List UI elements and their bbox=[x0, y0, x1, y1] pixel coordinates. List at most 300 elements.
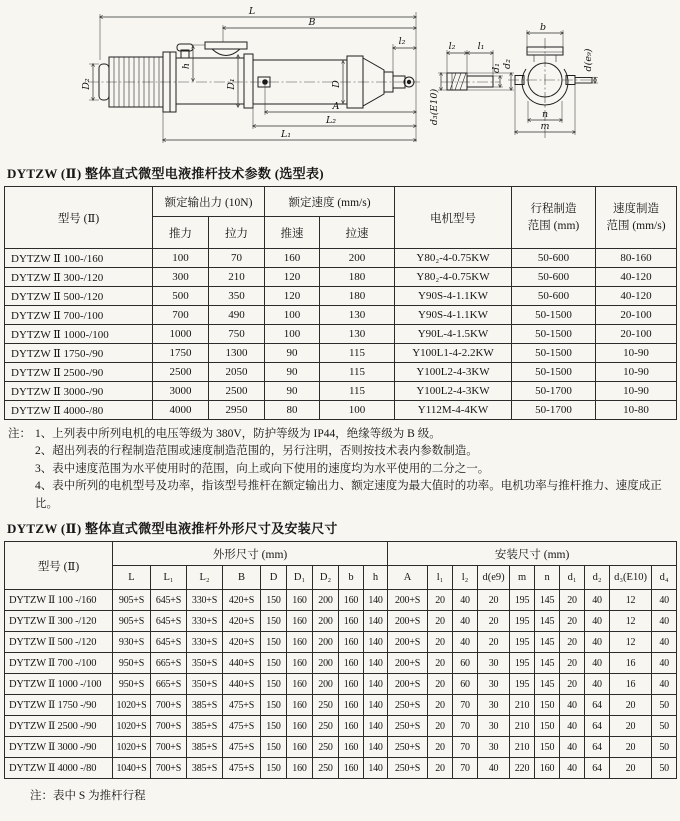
cell: 160 bbox=[339, 716, 364, 737]
cell: DYTZW Ⅱ 3000 -/90 bbox=[5, 737, 113, 758]
dimensions-table-header bbox=[5, 542, 677, 590]
section1-title: DYTZW (Ⅱ) 整体直式微型电液推杆技术参数 (选型表) bbox=[7, 166, 324, 181]
cell: 160 bbox=[339, 758, 364, 779]
col-push-force: 推力 bbox=[153, 217, 209, 249]
cell: 420+S bbox=[223, 590, 261, 611]
cell: 50 bbox=[652, 695, 677, 716]
cell: 1000 bbox=[153, 325, 209, 344]
clamp-end-view bbox=[508, 22, 598, 138]
cell: 10-80 bbox=[596, 401, 677, 420]
cell: 50 bbox=[652, 737, 677, 758]
cell: 140 bbox=[364, 674, 388, 695]
cell: 500 bbox=[153, 287, 209, 306]
cell: 200+S bbox=[388, 611, 428, 632]
cell: 140 bbox=[364, 716, 388, 737]
dim-D1: D₁ bbox=[226, 78, 237, 90]
cell: 140 bbox=[364, 695, 388, 716]
cell: 160 bbox=[287, 611, 313, 632]
dim-b: b bbox=[539, 22, 547, 33]
column-header: m bbox=[510, 566, 535, 590]
cell: 200+S bbox=[388, 674, 428, 695]
table-row bbox=[5, 382, 677, 401]
cell: 150 bbox=[261, 695, 287, 716]
cell: DYTZW Ⅱ 1750-/90 bbox=[5, 344, 153, 363]
cell: 10-90 bbox=[596, 344, 677, 363]
table-row bbox=[5, 325, 677, 344]
column-header: n bbox=[535, 566, 560, 590]
cell: 30 bbox=[478, 716, 510, 737]
column-header: d₃(E10) bbox=[610, 566, 652, 590]
cell: 140 bbox=[364, 611, 388, 632]
table-row bbox=[5, 249, 677, 268]
cell: 160 bbox=[287, 632, 313, 653]
cell: 100 bbox=[265, 306, 320, 325]
cell: 140 bbox=[364, 758, 388, 779]
col-rated-force-group: 额定输出力 (10N) bbox=[153, 187, 265, 217]
cell: 665+S bbox=[151, 653, 187, 674]
cell: 250 bbox=[313, 758, 339, 779]
col-stroke-range bbox=[512, 187, 596, 249]
cell: 40 bbox=[585, 611, 610, 632]
cell: 160 bbox=[339, 737, 364, 758]
cell: 64 bbox=[585, 758, 610, 779]
cell: DYTZW Ⅱ 500 -/120 bbox=[5, 632, 113, 653]
col-speed-range bbox=[596, 187, 677, 249]
col-stroke-range-line2: 范围 (mm) bbox=[527, 219, 580, 232]
cell: 250+S bbox=[388, 716, 428, 737]
table-row bbox=[5, 611, 677, 632]
cell: 120 bbox=[265, 287, 320, 306]
table-row bbox=[5, 401, 677, 420]
cell: 195 bbox=[510, 590, 535, 611]
dimensions-table-body bbox=[5, 590, 677, 779]
technical-drawing bbox=[0, 0, 680, 158]
cell: 70 bbox=[453, 737, 478, 758]
cell: 145 bbox=[535, 653, 560, 674]
cell: 12 bbox=[610, 590, 652, 611]
footnote: 注：表中 S 为推杆行程 bbox=[30, 790, 146, 803]
cell: 2050 bbox=[209, 363, 265, 382]
cell: 20 bbox=[560, 611, 585, 632]
cell: 145 bbox=[535, 632, 560, 653]
cell: 20 bbox=[478, 590, 510, 611]
cell: 70 bbox=[453, 716, 478, 737]
cell: 2500 bbox=[209, 382, 265, 401]
cell: 950+S bbox=[113, 653, 151, 674]
column-header: L bbox=[113, 566, 151, 590]
cell: 20 bbox=[428, 695, 453, 716]
cell: 130 bbox=[320, 306, 395, 325]
table-row bbox=[5, 363, 677, 382]
cell: 10-90 bbox=[596, 363, 677, 382]
cell: 20 bbox=[610, 737, 652, 758]
column-header: l₁ bbox=[428, 566, 453, 590]
dim-pin-l1: l₁ bbox=[477, 41, 485, 52]
col-motor-model: 电机型号 bbox=[395, 187, 512, 249]
note-item: 3、表中速度范围为水平使用时的范围，向上或向下使用的速度均为水平使用的二分之一。 bbox=[35, 462, 490, 475]
cell: 40 bbox=[585, 590, 610, 611]
cell: 20 bbox=[428, 737, 453, 758]
cell: 2950 bbox=[209, 401, 265, 420]
cell: 140 bbox=[364, 632, 388, 653]
col-install-group: 安装尺寸 (mm) bbox=[388, 542, 677, 566]
cell: 700+S bbox=[151, 695, 187, 716]
cell: 150 bbox=[261, 611, 287, 632]
cell: 1020+S bbox=[113, 716, 151, 737]
cell: 150 bbox=[535, 716, 560, 737]
cell: 160 bbox=[287, 716, 313, 737]
cell: 385+S bbox=[187, 716, 223, 737]
cell: 50-1500 bbox=[512, 306, 596, 325]
cell: 50-1700 bbox=[512, 401, 596, 420]
cell: 160 bbox=[287, 737, 313, 758]
cell: 3000 bbox=[153, 382, 209, 401]
cell: 160 bbox=[287, 695, 313, 716]
table-row bbox=[5, 695, 677, 716]
cell: 40 bbox=[560, 716, 585, 737]
cell: 40 bbox=[560, 695, 585, 716]
cell: 905+S bbox=[113, 611, 151, 632]
cell: 475+S bbox=[223, 716, 261, 737]
cell: 70 bbox=[209, 249, 265, 268]
cell: 140 bbox=[364, 737, 388, 758]
cell: 905+S bbox=[113, 590, 151, 611]
cell: 200+S bbox=[388, 590, 428, 611]
cell: 700+S bbox=[151, 716, 187, 737]
cell: 20 bbox=[478, 632, 510, 653]
cell: 100 bbox=[320, 401, 395, 420]
cell: 150 bbox=[535, 695, 560, 716]
cell: 40 bbox=[652, 653, 677, 674]
cell: 150 bbox=[261, 716, 287, 737]
col-model: 型号 (Ⅱ) bbox=[5, 542, 113, 590]
cell: 150 bbox=[261, 653, 287, 674]
cell: 160 bbox=[287, 758, 313, 779]
actuator-side-view bbox=[81, 6, 420, 143]
cell: 160 bbox=[339, 695, 364, 716]
col-push-speed: 推速 bbox=[265, 217, 320, 249]
cell: 30 bbox=[478, 695, 510, 716]
dim-pin-l2: l₂ bbox=[448, 41, 456, 52]
cell: 50 bbox=[652, 758, 677, 779]
cell: 180 bbox=[320, 268, 395, 287]
cell: 160 bbox=[265, 249, 320, 268]
cell: Y90S-4-1.1KW bbox=[395, 287, 512, 306]
notes-prefix: 注： bbox=[8, 428, 31, 440]
cell: 40 bbox=[585, 653, 610, 674]
cell: 950+S bbox=[113, 674, 151, 695]
cell: 20 bbox=[428, 632, 453, 653]
column-header: d₄ bbox=[652, 566, 677, 590]
cell: 40 bbox=[652, 590, 677, 611]
cell: 250 bbox=[313, 695, 339, 716]
column-header: l₂ bbox=[453, 566, 478, 590]
cell: 40 bbox=[585, 632, 610, 653]
dimensions-table bbox=[4, 541, 677, 779]
cell: 700+S bbox=[151, 758, 187, 779]
parameters-table bbox=[4, 186, 677, 420]
cell: 350+S bbox=[187, 653, 223, 674]
cell: 645+S bbox=[151, 632, 187, 653]
cell: 40 bbox=[585, 674, 610, 695]
dim-h: h bbox=[181, 62, 192, 70]
cell: 200 bbox=[313, 611, 339, 632]
cell: 100 bbox=[265, 325, 320, 344]
cell: 60 bbox=[453, 653, 478, 674]
cell: 700 bbox=[153, 306, 209, 325]
column-header: A bbox=[388, 566, 428, 590]
cell: 30 bbox=[478, 653, 510, 674]
cell: 160 bbox=[339, 674, 364, 695]
cell: 160 bbox=[339, 590, 364, 611]
cell: 200+S bbox=[388, 632, 428, 653]
dim-B: B bbox=[308, 17, 316, 28]
cell: 50-600 bbox=[512, 268, 596, 287]
col-speed-range-line2: 范围 (mm/s) bbox=[606, 219, 666, 232]
col-pull-speed: 拉速 bbox=[320, 217, 395, 249]
cell: 20 bbox=[428, 653, 453, 674]
cell: 120 bbox=[265, 268, 320, 287]
cell: 200 bbox=[313, 632, 339, 653]
column-header: B bbox=[223, 566, 261, 590]
section2-title: DYTZW (Ⅱ) 整体直式微型电液推杆外形尺寸及安装尺寸 bbox=[7, 521, 338, 537]
cell: 20 bbox=[560, 653, 585, 674]
cell: 20 bbox=[428, 758, 453, 779]
cell: 150 bbox=[261, 632, 287, 653]
col-rated-speed-group: 额定速度 (mm/s) bbox=[265, 187, 395, 217]
cell: 160 bbox=[287, 653, 313, 674]
cell: Y100L2-4-3KW bbox=[395, 382, 512, 401]
cell: 195 bbox=[510, 674, 535, 695]
note-item: 4、表中所列的电机型号及功率，指该型号推杆在额定输出力、额定速度为最大值时的功率。电机功率与推杆推力、速度成正比。 bbox=[35, 480, 662, 510]
dim-L: L bbox=[248, 6, 256, 17]
cell: DYTZW Ⅱ 500-/120 bbox=[5, 287, 153, 306]
cell: 50-600 bbox=[512, 287, 596, 306]
cell: 150 bbox=[261, 590, 287, 611]
cell: 475+S bbox=[223, 758, 261, 779]
cell: 90 bbox=[265, 363, 320, 382]
dim-de9: d(e₉) bbox=[583, 48, 594, 72]
cell: 70 bbox=[453, 758, 478, 779]
cell: 16 bbox=[610, 653, 652, 674]
cell: 200+S bbox=[388, 653, 428, 674]
cell: 2500 bbox=[153, 363, 209, 382]
cell: 40 bbox=[560, 758, 585, 779]
cell: 20 bbox=[560, 590, 585, 611]
cell: Y100L1-4-2.2KW bbox=[395, 344, 512, 363]
cell: 385+S bbox=[187, 737, 223, 758]
cell: 150 bbox=[261, 674, 287, 695]
cell: 440+S bbox=[223, 653, 261, 674]
dim-pin-d1: d₁ bbox=[491, 63, 502, 73]
cell: 195 bbox=[510, 611, 535, 632]
cell: 12 bbox=[610, 632, 652, 653]
dim-L2: L₂ bbox=[325, 115, 337, 126]
cell: 30 bbox=[478, 737, 510, 758]
column-header: D₁ bbox=[287, 566, 313, 590]
cell: 90 bbox=[265, 382, 320, 401]
cell: 40 bbox=[652, 674, 677, 695]
cell: 475+S bbox=[223, 695, 261, 716]
cell: 385+S bbox=[187, 695, 223, 716]
dim-D: D bbox=[331, 80, 342, 88]
cell: 350+S bbox=[187, 674, 223, 695]
column-header: D bbox=[261, 566, 287, 590]
cell: 210 bbox=[510, 695, 535, 716]
cell: 90 bbox=[265, 344, 320, 363]
column-header: d₂ bbox=[585, 566, 610, 590]
cell: 115 bbox=[320, 363, 395, 382]
cell: 645+S bbox=[151, 590, 187, 611]
note-item: 2、超出列表的行程制造范围或速度制造范围的，另行注明，否则按技术表内参数制造。 bbox=[35, 445, 478, 458]
cell: 160 bbox=[339, 653, 364, 674]
cell: 645+S bbox=[151, 611, 187, 632]
cell: 750 bbox=[209, 325, 265, 344]
cell: Y90S-4-1.1KW bbox=[395, 306, 512, 325]
cell: 60 bbox=[453, 674, 478, 695]
cell: 180 bbox=[320, 287, 395, 306]
col-pull-force: 拉力 bbox=[209, 217, 265, 249]
cell: 200 bbox=[313, 590, 339, 611]
cell: 1020+S bbox=[113, 737, 151, 758]
parameters-table-header bbox=[5, 187, 677, 249]
column-header: d₁ bbox=[560, 566, 585, 590]
cell: 1020+S bbox=[113, 695, 151, 716]
cell: Y100L2-4-3KW bbox=[395, 363, 512, 382]
cell: 40 bbox=[478, 758, 510, 779]
cell: 330+S bbox=[187, 632, 223, 653]
dim-n: n bbox=[541, 109, 549, 120]
notes-list bbox=[35, 426, 676, 513]
cell: 50-1500 bbox=[512, 344, 596, 363]
cell: 10-90 bbox=[596, 382, 677, 401]
cell: 210 bbox=[510, 737, 535, 758]
cell: 40 bbox=[453, 611, 478, 632]
cell: 160 bbox=[339, 611, 364, 632]
dim-D2: D₂ bbox=[81, 78, 92, 90]
cell: 250+S bbox=[388, 737, 428, 758]
cell: 150 bbox=[535, 737, 560, 758]
cell: 195 bbox=[510, 653, 535, 674]
cell: Y80₂-4-0.75KW bbox=[395, 268, 512, 287]
cell: 145 bbox=[535, 590, 560, 611]
cell: 12 bbox=[610, 611, 652, 632]
cell: 490 bbox=[209, 306, 265, 325]
cell: 40 bbox=[652, 632, 677, 653]
cell: 160 bbox=[287, 674, 313, 695]
col-outline-group: 外形尺寸 (mm) bbox=[113, 542, 388, 566]
cell: DYTZW Ⅱ 2500-/90 bbox=[5, 363, 153, 382]
parameters-table-body bbox=[5, 249, 677, 420]
cell: DYTZW Ⅱ 2500 -/90 bbox=[5, 716, 113, 737]
cell: 115 bbox=[320, 344, 395, 363]
cell: 20 bbox=[428, 716, 453, 737]
cell: 20 bbox=[478, 611, 510, 632]
column-header: L₁ bbox=[151, 566, 187, 590]
cell: 1040+S bbox=[113, 758, 151, 779]
cell: DYTZW Ⅱ 1750 -/90 bbox=[5, 695, 113, 716]
cell: 160 bbox=[287, 590, 313, 611]
cell: 420+S bbox=[223, 611, 261, 632]
column-header: L₂ bbox=[187, 566, 223, 590]
cell: 210 bbox=[510, 716, 535, 737]
cell: 200 bbox=[313, 653, 339, 674]
cell: 40 bbox=[560, 737, 585, 758]
cell: 330+S bbox=[187, 611, 223, 632]
cell: 40 bbox=[453, 632, 478, 653]
dim-m: m bbox=[540, 121, 550, 132]
table-row bbox=[5, 344, 677, 363]
cell: 40 bbox=[652, 611, 677, 632]
cell: 140 bbox=[364, 653, 388, 674]
notes bbox=[8, 426, 676, 513]
cell: 40 bbox=[453, 590, 478, 611]
column-header: d(e9) bbox=[478, 566, 510, 590]
cell: 40-120 bbox=[596, 268, 677, 287]
cell: 50-1700 bbox=[512, 382, 596, 401]
column-header: h bbox=[364, 566, 388, 590]
cell: 475+S bbox=[223, 737, 261, 758]
table-row bbox=[5, 268, 677, 287]
cell: 330+S bbox=[187, 590, 223, 611]
cell: 200 bbox=[313, 674, 339, 695]
cell: 16 bbox=[610, 674, 652, 695]
cell: 50-600 bbox=[512, 249, 596, 268]
cell: 50-1500 bbox=[512, 325, 596, 344]
cell: 160 bbox=[535, 758, 560, 779]
cell: 145 bbox=[535, 674, 560, 695]
cell: DYTZW Ⅱ 3000-/90 bbox=[5, 382, 153, 401]
cell: DYTZW Ⅱ 1000 -/100 bbox=[5, 674, 113, 695]
cell: 250+S bbox=[388, 758, 428, 779]
table-row bbox=[5, 590, 677, 611]
rod-end-pin-detail bbox=[429, 41, 514, 125]
cell: 440+S bbox=[223, 674, 261, 695]
cell: 70 bbox=[453, 695, 478, 716]
dim-pin-d3: d₃(E10) bbox=[429, 88, 440, 126]
cell: 20-100 bbox=[596, 325, 677, 344]
col-model: 型号 (Ⅱ) bbox=[5, 187, 153, 249]
cell: 80-160 bbox=[596, 249, 677, 268]
cell: Y80₂-4-0.75KW bbox=[395, 249, 512, 268]
col-speed-range-line1: 速度制造 bbox=[613, 202, 660, 215]
cell: 50 bbox=[652, 716, 677, 737]
cell: DYTZW Ⅱ 100-/160 bbox=[5, 249, 153, 268]
cell: DYTZW Ⅱ 1000-/100 bbox=[5, 325, 153, 344]
cell: 145 bbox=[535, 611, 560, 632]
table-row bbox=[5, 674, 677, 695]
cell: 40-120 bbox=[596, 287, 677, 306]
cell: 20 bbox=[610, 716, 652, 737]
cell: 1300 bbox=[209, 344, 265, 363]
cell: 20 bbox=[610, 758, 652, 779]
table-row bbox=[5, 653, 677, 674]
cell: 130 bbox=[320, 325, 395, 344]
table-row bbox=[5, 737, 677, 758]
cell: 300 bbox=[153, 268, 209, 287]
cell: 64 bbox=[585, 716, 610, 737]
column-header: D₂ bbox=[313, 566, 339, 590]
cell: 20 bbox=[428, 611, 453, 632]
table-row bbox=[5, 306, 677, 325]
cell: 80 bbox=[265, 401, 320, 420]
cell: 140 bbox=[364, 590, 388, 611]
cell: 1750 bbox=[153, 344, 209, 363]
cell: 200 bbox=[320, 249, 395, 268]
column-header: b bbox=[339, 566, 364, 590]
cell: DYTZW Ⅱ 100 -/160 bbox=[5, 590, 113, 611]
dim-l2: l₂ bbox=[398, 36, 406, 47]
